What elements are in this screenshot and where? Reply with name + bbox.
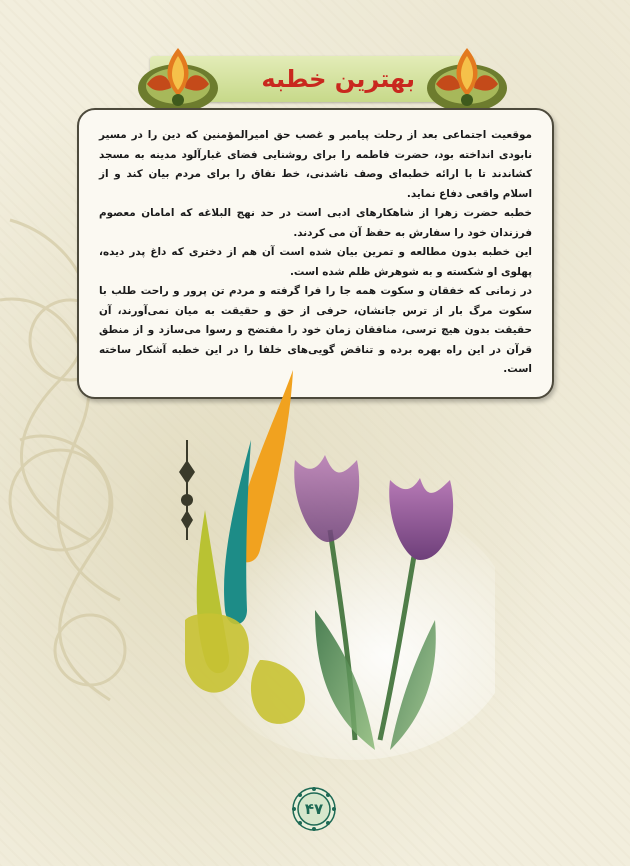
tulip-flowers-icon <box>165 360 495 760</box>
page-number: ۴۷ <box>304 800 324 818</box>
paragraph: خطبه حضرت زهرا از شاهکارهای ادبی است در حد نهج البلاغه که امامان معصوم فرزندان خود را سفارش به حفظ آن می کردند. <box>99 207 532 239</box>
floral-ornament-icon <box>424 40 510 116</box>
text-frame <box>77 108 554 399</box>
hanging-ornament-icon <box>179 440 195 540</box>
paragraph: در زمانی که خفقان و سکوت همه جا را فرا گرفته و مردم تن پرور و راحت طلب با سکوت مرگ بار از ترس جانشان، حرفی از حق و حقیقت به میان نمی‌آورند، آن حقیقت بدون هیچ ترسی، منافقان زمان خود را مفتضح و رسوا می‌سازد و از منطق قرآن در این راه بهره برده و تناقض گویی‌های خلفا را در این خطبه آشکار ساخته است. <box>99 285 532 375</box>
paragraph: موقعیت اجتماعی بعد از رحلت پیامبر و غصب حق امیرالمؤمنین که دین را در مسیر نابودی انداخته بود، حضرت فاطمه را برای روشنایی فضای غبارآلود مدینه به مسجد کشاندند تا با ارائه خطبه‌ای وصف ناشدنی، خط نفاق را برای مردم بیان کند و از اسلام واقعی دفاع نماید. <box>99 129 532 200</box>
page-title: بهترین خطبه <box>261 65 415 93</box>
floral-ornament-icon <box>135 40 221 116</box>
paragraph: این خطبه بدون مطالعه و تمرین بیان شده است آن هم از دختری که داغ پدر دیده، پهلوی او شکسته و به شوهرش ظلم شده است. <box>99 246 532 278</box>
article-body <box>99 126 532 380</box>
